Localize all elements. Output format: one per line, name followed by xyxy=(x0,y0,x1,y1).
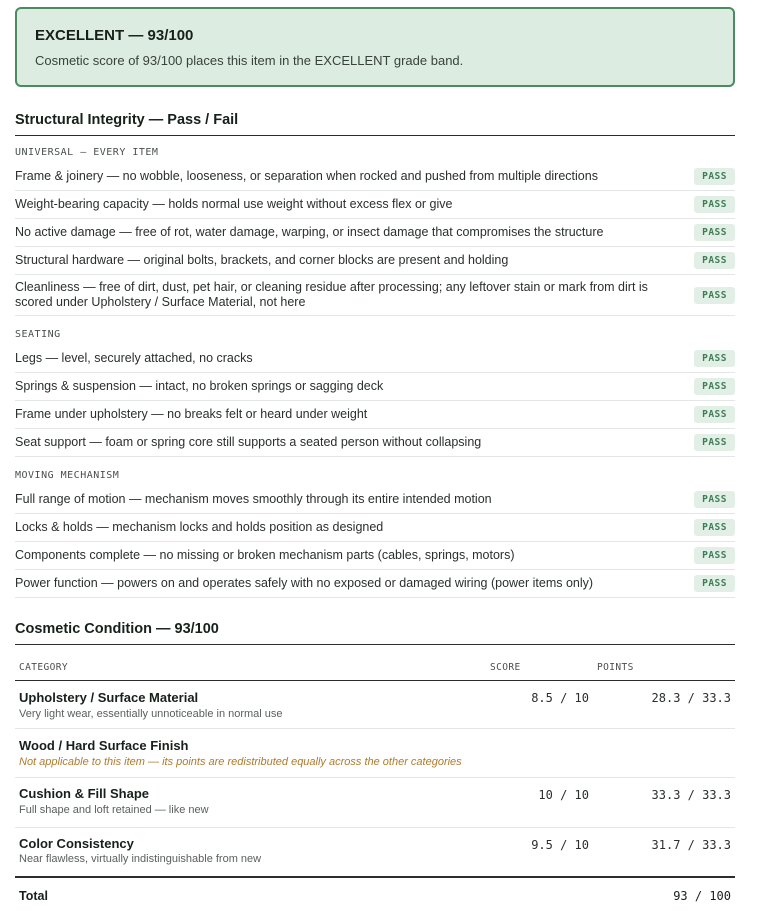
category-score: 10 / 10 xyxy=(538,788,589,802)
check-row xyxy=(15,373,735,401)
total-value: 93 / 100 xyxy=(673,889,731,903)
group-label-seating: SEATING xyxy=(15,329,61,340)
check-text: Seat support — foam or spring core still supports a seated person without collapsing xyxy=(15,435,482,449)
group-label-universal: UNIVERSAL — EVERY ITEM xyxy=(15,147,159,158)
check-text: Power function — powers on and operates safely with no exposed or damaged wiring (power items only) xyxy=(15,576,594,590)
check-row xyxy=(15,275,735,316)
table-row xyxy=(15,681,735,729)
check-text: No active damage — free of rot, water damage, warping, or insect damage that compromises the structure xyxy=(15,225,604,239)
pass-badge: PASS xyxy=(694,287,735,304)
pass-badge: PASS xyxy=(694,252,735,269)
pass-badge: PASS xyxy=(694,168,735,185)
category-points: 28.3 / 33.3 xyxy=(651,691,731,705)
check-row xyxy=(15,247,735,275)
check-text: Weight-bearing capacity — holds normal use weight without excess flex or give xyxy=(15,197,453,211)
check-text: Cleanliness — free of dirt, dust, pet hair, or cleaning residue after processing; any leftover stain or mark from dirt is scored under Upholstery / Surface Material, not here xyxy=(15,280,648,309)
table-row xyxy=(15,778,735,828)
group-label-moving-mechanism: MOVING MECHANISM xyxy=(15,470,120,481)
category-score: 8.5 / 10 xyxy=(531,691,589,705)
category-name: Color Consistency xyxy=(19,836,134,851)
check-row xyxy=(15,191,735,219)
check-row xyxy=(15,542,735,570)
check-row xyxy=(15,570,735,598)
column-header-category: CATEGORY xyxy=(19,662,68,673)
cosmetic-table-header xyxy=(15,656,735,681)
grade-summary-card xyxy=(15,7,735,87)
check-text: Legs — level, securely attached, no cracks xyxy=(15,351,253,365)
grade-subtitle: Cosmetic score of 93/100 places this item in the EXCELLENT grade band. xyxy=(35,53,464,68)
table-row xyxy=(15,729,735,778)
pass-badge: PASS xyxy=(694,378,735,395)
check-row xyxy=(15,486,735,514)
check-text: Frame under upholstery — no breaks felt or heard under weight xyxy=(15,407,368,421)
column-header-points: POINTS xyxy=(597,662,634,673)
check-row xyxy=(15,514,735,542)
category-name: Upholstery / Surface Material xyxy=(19,690,199,705)
category-name: Wood / Hard Surface Finish xyxy=(19,738,189,753)
pass-badge: PASS xyxy=(694,519,735,536)
pass-badge: PASS xyxy=(694,547,735,564)
check-text: Locks & holds — mechanism locks and holds position as designed xyxy=(15,520,384,534)
pass-badge: PASS xyxy=(694,406,735,423)
check-row xyxy=(15,429,735,457)
category-note: Near flawless, virtually indistinguishable from new xyxy=(19,853,262,865)
check-row xyxy=(15,163,735,191)
category-note: Full shape and loft retained — like new xyxy=(19,804,209,816)
check-text: Full range of motion — mechanism moves smoothly through its entire intended motion xyxy=(15,492,492,506)
pass-badge: PASS xyxy=(694,350,735,367)
column-header-score: SCORE xyxy=(490,662,521,673)
check-text: Structural hardware — original bolts, brackets, and corner blocks are present and holding xyxy=(15,253,509,267)
grade-title: EXCELLENT — 93/100 xyxy=(35,27,194,44)
check-text: Components complete — no missing or broken mechanism parts (cables, springs, motors) xyxy=(15,548,515,562)
category-points: 33.3 / 33.3 xyxy=(651,788,731,802)
table-row xyxy=(15,828,735,876)
pass-badge: PASS xyxy=(694,224,735,241)
category-points: 31.7 / 33.3 xyxy=(651,838,731,852)
structural-heading: Structural Integrity — Pass / Fail xyxy=(15,112,735,136)
pass-badge: PASS xyxy=(694,434,735,451)
check-row xyxy=(15,401,735,429)
cosmetic-heading: Cosmetic Condition — 93/100 xyxy=(15,621,735,645)
total-row xyxy=(15,876,735,911)
check-row xyxy=(15,345,735,373)
category-score: 9.5 / 10 xyxy=(531,838,589,852)
total-label: Total xyxy=(19,889,48,903)
pass-badge: PASS xyxy=(694,575,735,592)
category-name: Cushion & Fill Shape xyxy=(19,786,150,801)
category-note: Very light wear, essentially unnoticeable in normal use xyxy=(19,708,283,720)
check-row xyxy=(15,219,735,247)
pass-badge: PASS xyxy=(694,196,735,213)
check-text: Springs & suspension — intact, no broken springs or sagging deck xyxy=(15,379,384,393)
check-text: Frame & joinery — no wobble, looseness, or separation when rocked and pushed from multiple directions xyxy=(15,169,598,183)
pass-badge: PASS xyxy=(694,491,735,508)
category-note: Not applicable to this item — its points are redistributed equally across the other categories xyxy=(19,756,462,768)
